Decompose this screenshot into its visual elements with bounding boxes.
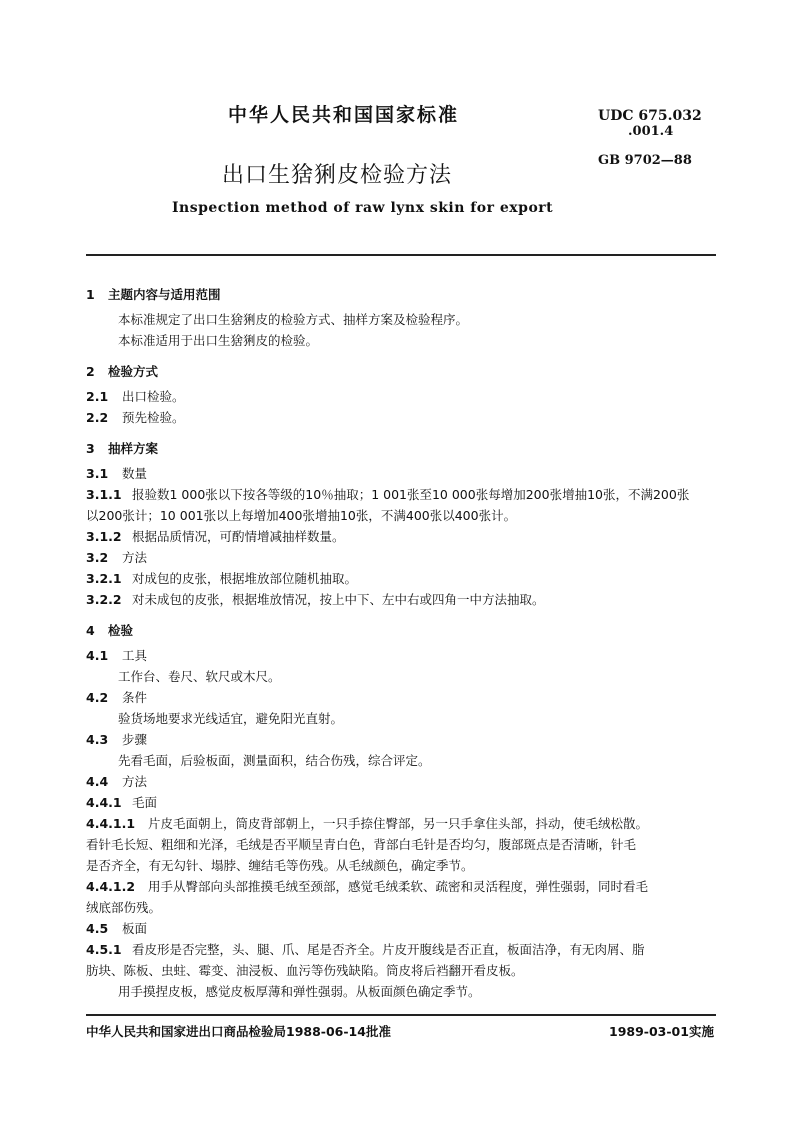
clause-number: 4.2 xyxy=(86,690,109,705)
clause xyxy=(86,568,716,589)
clause-text: 工具 xyxy=(122,648,148,663)
clause-text: 对未成包的皮张，根据堆放情况，按上中下、左中右或四角一中方法抽取。 xyxy=(132,592,545,607)
section-title: 检验 xyxy=(108,623,134,638)
paragraph: 先看毛面，后验板面，测量面积，结合伤残，综合评定。 xyxy=(118,753,431,768)
clause-number: 3.2.1 xyxy=(86,571,122,586)
footer-divider xyxy=(86,1014,716,1016)
clause xyxy=(86,484,716,505)
clause xyxy=(86,939,716,960)
clause-text: 出口检验。 xyxy=(122,389,185,404)
clause xyxy=(86,729,716,750)
section-number: 1 xyxy=(86,287,95,302)
paragraph: 验货场地要求光线适宜，避免阳光直射。 xyxy=(118,711,344,726)
clause-number: 4.5 xyxy=(86,921,109,936)
clause xyxy=(86,547,716,568)
section-heading xyxy=(86,284,716,305)
standard-title: 中华人民共和国国家标准 xyxy=(228,104,460,126)
clause-continuation: 绒底部伤残。 xyxy=(86,900,162,915)
clause-text: 用手从臀部向头部推摸毛绒至颈部，感觉毛绒柔软、疏密和灵活程度，弹性强弱，同时看毛 xyxy=(148,879,649,894)
paragraph: 本标准适用于出口生猞猁皮的检验。 xyxy=(118,333,319,348)
clause xyxy=(86,463,716,484)
clause-text: 毛面 xyxy=(132,795,158,810)
clause-number: 2.1 xyxy=(86,389,109,404)
paragraph: 工作台、卷尺、软尺或木尺。 xyxy=(118,669,281,684)
header-divider xyxy=(86,254,716,256)
clause-number: 3.1.1 xyxy=(86,487,122,502)
clause xyxy=(86,813,716,834)
section-heading xyxy=(86,620,716,641)
clause-number: 3.1.2 xyxy=(86,529,122,544)
section-title: 主题内容与适用范围 xyxy=(108,287,221,302)
clause-text: 方法 xyxy=(122,550,148,565)
clause-text: 板面 xyxy=(122,921,148,936)
udc-code: UDC 675.032 xyxy=(598,108,702,124)
udc-code-suffix: .001.4 xyxy=(628,124,674,139)
clause xyxy=(86,526,716,547)
clause-number: 4.4.1 xyxy=(86,795,122,810)
clause-text: 预先检验。 xyxy=(122,410,185,425)
clause-text: 步骤 xyxy=(122,732,148,747)
clause-number: 4.3 xyxy=(86,732,109,747)
gb-code: GB 9702—88 xyxy=(598,153,692,168)
section-number: 4 xyxy=(86,623,95,638)
clause-number: 3.2 xyxy=(86,550,109,565)
clause-text: 数量 xyxy=(122,466,148,481)
clause-number: 4.4 xyxy=(86,774,109,789)
clause-continuation: 是否齐全，有无勾针、塌脖、缠结毛等伤残。从毛绒颜色，确定季节。 xyxy=(86,858,474,873)
clause-number: 3.1 xyxy=(86,466,109,481)
clause xyxy=(86,386,716,407)
section-title: 抽样方案 xyxy=(108,441,159,456)
clause-text: 根据品质情况，可酌情增减抽样数量。 xyxy=(132,529,345,544)
section-title: 检验方式 xyxy=(108,364,159,379)
document-body xyxy=(86,278,716,1002)
clause-number: 3.2.2 xyxy=(86,592,122,607)
clause xyxy=(86,589,716,610)
clause xyxy=(86,645,716,666)
clause-continuation: 看针毛长短、粗细和光泽，毛绒是否平顺呈青白色，背部白毛针是否均匀，腹部斑点是否清晰，针毛 xyxy=(86,837,637,852)
clause xyxy=(86,792,716,813)
document-title: 出口生猞猁皮检验方法 xyxy=(222,163,453,188)
paragraph: 本标准规定了出口生猞猁皮的检验方式、抽样方案及检验程序。 xyxy=(118,312,469,327)
clause xyxy=(86,771,716,792)
clause-text: 对成包的皮张，根据堆放部位随机抽取。 xyxy=(132,571,358,586)
paragraph: 用手摸捏皮板，感觉皮板厚薄和弹性强弱。从板面颜色确定季节。 xyxy=(118,984,481,999)
clause-continuation: 肪块、陈板、虫蛀、霉变、油浸板、血污等伤残缺陷。筒皮将后裆翻开看皮板。 xyxy=(86,963,524,978)
clause-text: 片皮毛面朝上，筒皮背部朝上，一只手捺住臀部，另一只手拿住头部，抖动，使毛绒松散。 xyxy=(148,816,649,831)
clause xyxy=(86,687,716,708)
clause-number: 4.5.1 xyxy=(86,942,122,957)
effective-date: 1989-03-01实施 xyxy=(609,1024,714,1039)
section-heading xyxy=(86,438,716,459)
clause xyxy=(86,876,716,897)
clause xyxy=(86,918,716,939)
section-number: 2 xyxy=(86,364,95,379)
clause-text: 报验数1 000张以下按各等级的10％抽取；1 001张至10 000张每增加200张增抽10张，不满200张 xyxy=(132,487,690,502)
clause xyxy=(86,407,716,428)
clause-number: 4.4.1.2 xyxy=(86,879,136,894)
clause-number: 2.2 xyxy=(86,410,109,425)
clause-number: 4.1 xyxy=(86,648,109,663)
section-number: 3 xyxy=(86,441,95,456)
document-title-english: Inspection method of raw lynx skin for export xyxy=(172,200,554,216)
clause-continuation: 以200张计；10 001张以上每增加400张增抽10张，不满400张以400张计。 xyxy=(86,508,517,523)
clause-text: 方法 xyxy=(122,774,148,789)
section-heading xyxy=(86,361,716,382)
approval-note: 中华人民共和国家进出口商品检验局1988-06-14批准 xyxy=(86,1024,391,1039)
clause-number: 4.4.1.1 xyxy=(86,816,136,831)
clause-text: 条件 xyxy=(122,690,148,705)
clause-text: 看皮形是否完整，头、腿、爪、尾是否齐全。片皮开腹线是否正直，板面洁净，有无肉屑、脂 xyxy=(132,942,645,957)
